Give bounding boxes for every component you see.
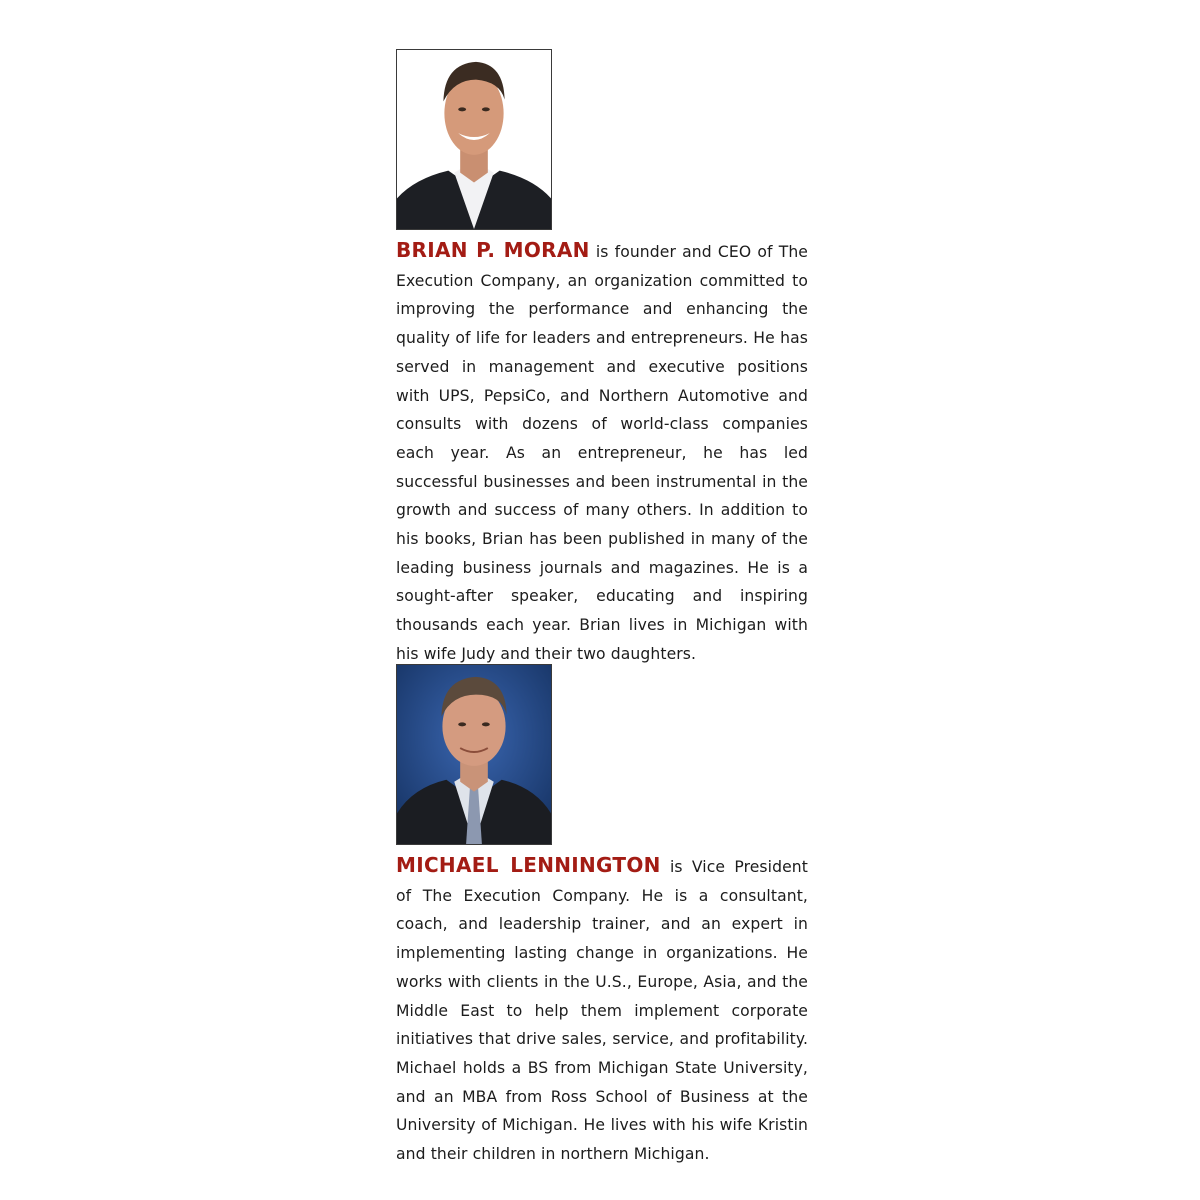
portrait-image — [397, 50, 551, 229]
author-bio-brian-moran — [396, 236, 808, 669]
author-name-michael-lennington: MICHAEL LENNINGTON — [396, 853, 661, 877]
author-section-michael-lennington — [396, 664, 808, 1169]
author-name-brian-moran: BRIAN P. MORAN — [396, 238, 590, 262]
author-bio-michael-lennington — [396, 851, 808, 1169]
author-bio-text: is Vice President of The Execution Company. He is a consultant, coach, and leadership trainer, and an expert in implementing lasting change in organizations. He works with clients in the U.S., Europe, Asia, and the Middle East to help them implement corporate initiatives that drive sales, service, and profitability. Michael holds a BS from Michigan State University, and an MBA from Ross School of Business at the University of Michigan. He lives with his wife Kristin and their children in northern Michigan. — [396, 858, 808, 1164]
author-photo-brian-moran — [396, 49, 552, 230]
author-photo-michael-lennington — [396, 664, 552, 845]
author-bio-text: is founder and CEO of The Execution Company, an organization committed to improving the performance and enhancing the quality of life for leaders and entrepreneurs. He has served in management and executive positions with UPS, PepsiCo, and Northern Automotive and consults with dozens of world-class companies each year. As an entrepreneur, he has led successful businesses and been instrumental in the growth and success of many others. In addition to his books, Brian has been published in many of the leading business journals and magazines. He is a sought-after speaker, educating and inspiring thousands each year. Brian lives in Michigan with his wife Judy and their two daughters. — [396, 243, 808, 663]
portrait-image — [397, 665, 551, 844]
author-section-brian-moran — [396, 49, 808, 669]
